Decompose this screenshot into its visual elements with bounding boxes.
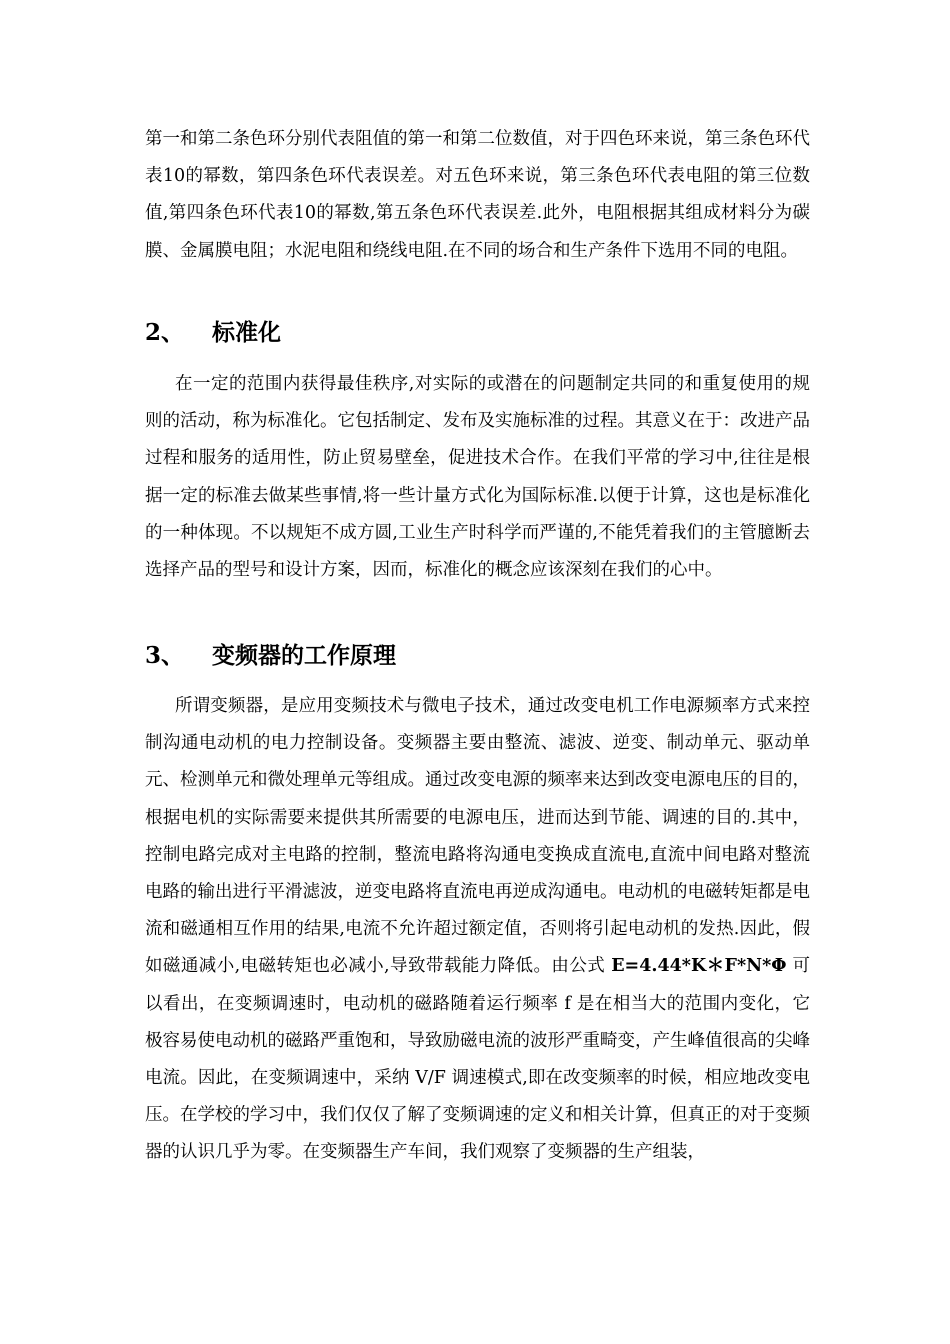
- section-number: 2、: [145, 319, 185, 346]
- section-heading-inverter-principle: [145, 638, 810, 674]
- paragraph-resistor-color-bands: 第一和第二条色环分别代表阻值的第一和第二位数值，对于四色环来说，第三条色环代表10的幂数，第四条色环代表误差。对五色环来说，第三条色环代表电阻的第三位数值,第四条色环代表10的幂数,第五条色环代表误差.此外，电阻根据其组成材料分为碳膜、金属膜电阻；水泥电阻和绕线电阻.在不同的场合和生产条件下选用不同的电阻。: [145, 129, 810, 261]
- paragraph-text-before-formula: 所谓变频器，是应用变频技术与微电子技术，通过改变电机工作电源频率方式来控制沟通电动机的电力控制设备。变频器主要由整流、滤波、逆变、制动单元、驱动单元、检测单元和微处理单元等组成。通过改变电源的频率来达到改变电源电压的目的，根据电机的实际需要来提供其所需要的电源电压，进而达到节能、调速的目的.其中，控制电路完成对主电路的控制，整流电路将沟通电变换成直流电,直流中间电路对整流电路的输出进行平滑滤波，逆变电路将直流电再逆成沟通电。电动机的电磁转矩都是电流和磁通相互作用的结果,电流不允许超过额定值，否则将引起电动机的发热.因此，假如磁通减小,电磁转矩也必减小,导致带载能力降低。由公式: [145, 696, 810, 977]
- paragraph-inverter-principle: [145, 688, 810, 1172]
- section-number: 3、: [145, 642, 185, 669]
- paragraph-standardization: 在一定的范围内获得最佳秩序,对实际的或潜在的问题制定共同的和重复使用的规则的活动，称为标准化。它包括制定、发布及实施标准的过程。其意义在于：改进产品过程和服务的适用性，防止贸易壁垒，促进技术合作。在我们平常的学习中,往往是根据一定的标准去做某些事情,将一些计量方式化为国际标准.以便于计算，这也是标准化的一种体现。不以规矩不成方圆,工业生产时科学而严谨的,不能凭着我们的主管臆断去选择产品的型号和设计方案，因而，标准化的概念应该深刻在我们的心中。: [145, 374, 810, 581]
- paragraph-text-after-formula: 可以看出，在变频调速时，电动机的磁路随着运行频率 f 是在相当大的范围内变化，它极容易使电动机的磁路严重饱和，导致励磁电流的波形严重畸变，产生峰值很高的尖峰电流。因此，在变频调速中，采纳 V/F 调速模式,即在改变频率的时候，相应地改变电压。在学校的学习中，我们仅仅了解了变频调速的定义和相关计算，但真正的对于变频器的认识几乎为零。在变频器生产车间，我们观察了变频器的生产组装，: [145, 956, 810, 1163]
- section-title: 变频器的工作原理: [212, 642, 396, 669]
- section-title: 标准化: [212, 319, 281, 346]
- section-heading-standardization: [145, 315, 810, 351]
- formula-emf: E=4.44*K＊F*N*Φ: [611, 956, 787, 977]
